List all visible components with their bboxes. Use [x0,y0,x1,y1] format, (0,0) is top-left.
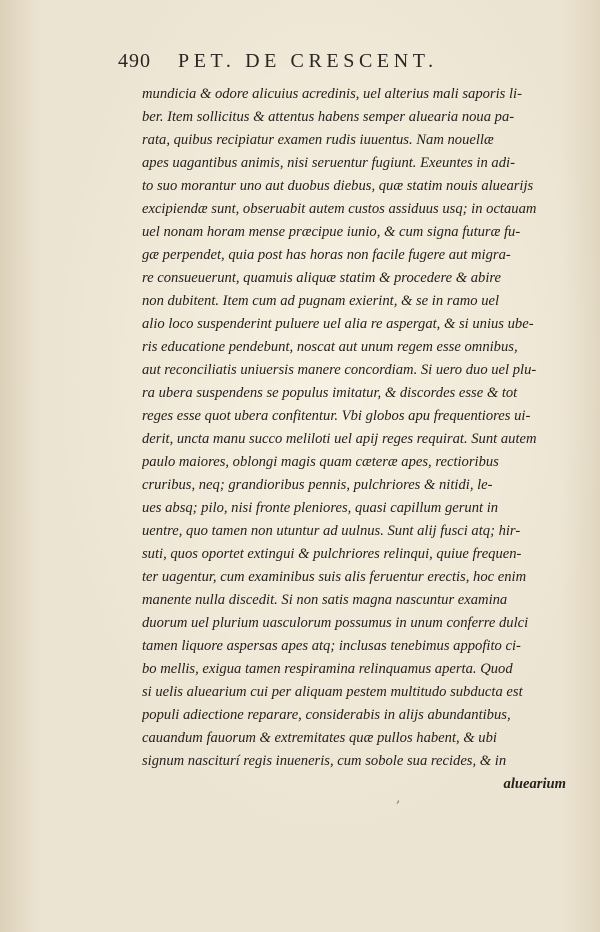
text-line: non dubitent. Item cum ad pugnam exierint, & se in ramo uel [142,293,500,309]
text-line: duorum uel plurium uasculorum possumus in unum conferre dulci [142,615,529,631]
text-line: derit, uncta manu succo meliloti uel apij reges requirat. Sunt autem [142,431,537,447]
text-line: excipiendæ sunt, obseruabit autem custos assiduus usq; in octauam [142,201,537,217]
text-line: manente nulla discedit. Si non satis magna nascuntur examina [142,592,508,608]
text-line: alio loco suspenderint puluere uel alia re aspergat, & si unius ube- [142,316,534,332]
text-line: ra ubera suspendens se populus imitatur, & discordes esse & tot [142,385,518,401]
text-line: reges esse quot ubera confitentur. Vbi globos apu frequentiores ui- [142,408,531,424]
text-line: to suo morantur uno aut duobus diebus, quæ statim nouis aluearijs [142,178,534,194]
text-line: aut reconciliatis uniuersis manere concordiam. Si uero duo uel plu- [142,362,537,378]
body-text [142,83,572,796]
running-head: PET. DE CRESCENT. [178,50,438,72]
text-line: re consueuerunt, quamuis aliquæ statim & procedere & abire [142,270,501,286]
ink-blemish: , [396,790,401,806]
text-line: rata, quibus recipiatur examen rudis iuuentus. Nam nouellæ [142,132,494,148]
text-line: paulo maiores, oblongi magis quam cæteræ apes, rectioribus [142,454,499,470]
text-line: tamen liquore aspersas apes atq; inclusas tenebimus appofito ci- [142,638,521,654]
text-line: cruribus, neq; grandioribus pennis, pulchriores & nitidi, le- [142,477,493,493]
text-line: uel nonam horam mense præcipue iunio, & cum signa futuræ fu- [142,224,521,240]
page-header [118,50,518,76]
text-line: ues absq; pilo, nisi fronte pleniores, quasi capillum gerunt in [142,500,499,516]
text-line: ter uagentur, cum examinibus suis alis feruentur erectis, hoc enim [142,569,527,585]
text-line: ris educatione pendebunt, noscat aut unum regem esse omnibus, [142,339,518,355]
text-line: si uelis aluearium cui per aliquam pestem multitudo subducta est [142,684,523,700]
page-number: 490 [118,50,151,72]
catchword: aluearium [503,776,566,792]
text-line: gæ perpendet, quia post has horas non facile fugere aut migra- [142,247,511,263]
text-line: cauandum fauorum & extremitates quæ pullos habent, & ubi [142,730,497,746]
text-line: bo mellis, exigua tamen respiramina relinquamus aperta. Quod [142,661,513,677]
text-line: suti, quos oportet extingui & pulchriores relinqui, quiue frequen- [142,546,522,562]
text-line: signum nasciturí regis inueneris, cum sobole sua recides, & in [142,753,507,769]
text-line: populi adiectione reparare, considerabis in alijs abundantibus, [142,707,511,723]
text-line: uentre, quo tamen non utuntur ad uulnus. Sunt alij fusci atq; hir- [142,523,521,539]
text-line: apes uagantibus animis, nisi seruentur fugiunt. Exeuntes in adi- [142,155,515,171]
text-line: mundicia & odore alicuius acredinis, uel alterius mali saporis li- [142,86,522,102]
text-line: ber. Item sollicitus & attentus habens semper aluearia noua pa- [142,109,515,125]
